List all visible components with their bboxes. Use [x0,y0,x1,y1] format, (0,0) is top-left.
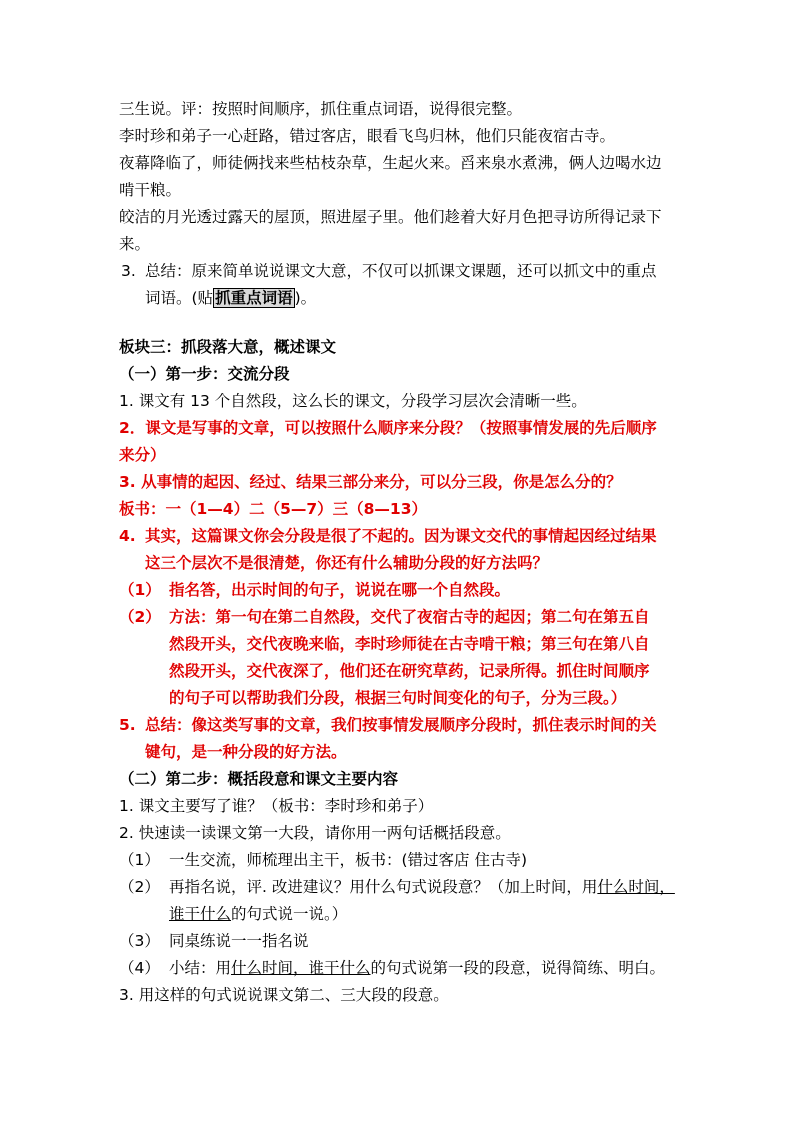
summary-text: 词语。(贴 [145,289,214,307]
text-line: 夜幕降临了，师徒俩找来些枯枝杂草，生起火来。舀来泉水煮沸，俩人边喝水边 [119,154,662,172]
list-item: 键句，是一种分段的好方法。 [145,743,347,761]
sub-item-text: 的句式说第一段的段意，说得简练、明白。 [370,959,666,977]
summary-text: 总结：原来简单说说课文大意，不仅可以抓课文课题，还可以抓文中的重点 [145,262,657,280]
document-page [119,96,689,1009]
sub-item-text: 的句式说一说。） [231,905,348,923]
underlined-text: 什么时间，谁干什么 [231,959,371,977]
summary-line [119,285,689,312]
sub-item [119,577,689,604]
sub-item [119,901,689,928]
item-number: 4. [119,527,136,545]
item-number: （1） [119,851,160,869]
section-title: 板块三：抓段落大意，概述课文 [119,338,337,356]
item-number: （3） [119,932,160,950]
sub-item [119,874,689,901]
list-item: 3. 用这样的句式说说课文第二、三大段的段意。 [119,986,449,1004]
sub-item-text: 再指名说，评. 改进建议？用什么句式说段意？（加上时间，用 [169,878,598,896]
item-number: （4） [119,959,160,977]
list-item: 2. 快速读一读课文第一大段，请你用一两句话概括段意。 [119,824,511,842]
text-line: 皎洁的月光透过露天的屋顶，照进屋子里。他们趁着大好月色把寻访所得记录下 [119,208,662,226]
card-label: 抓重点词语 [215,289,293,307]
list-item-text: 总结：像这类写事的文章，我们按事情发展顺序分段时，抓住表示时间的关 [145,716,657,734]
list-item: 1. 课文有 13 个自然段，这么长的课文，分段学习层次会清晰一些。 [119,392,587,410]
list-item-text: 其实，这篇课文你会分段是很了不起的。因为课文交代的事情起因经过结果 [145,527,657,545]
list-item [119,712,689,739]
list-item [119,523,689,550]
sub-item-text: 小结：用 [169,959,232,977]
item-number: 5. [119,716,136,734]
underlined-text: 谁干什么 [169,905,232,923]
sub-item: 的句子可以帮助我们分段，根据三句时间变化的句子，分为三段。） [169,689,627,707]
summary-line [119,258,689,285]
sub-item-text: 同桌练说一一指名说 [169,932,309,950]
list-item: 这三个层次不是很清楚，你还有什么辅助分段的好方法吗？ [145,554,549,572]
text-line: 李时珍和弟子一心赶路，错过客店，眼看飞鸟归林，他们只能夜宿古寺。 [119,127,616,145]
sub-item [119,955,689,982]
item-number: （2） [119,878,160,896]
step-heading: （二）第二步：概括段意和课文主要内容 [119,770,399,788]
list-item: 来分） [119,446,166,464]
list-item: 3. 从事情的起因、经过、结果三部分来分，可以分三段，你是怎么分的？ [119,473,622,491]
text-line: 三生说。评：按照时间顺序，抓住重点词语，说得很完整。 [119,100,523,118]
sub-item: 然段开头，交代夜深了，他们还在研究草药，记录所得。抓住时间顺序 [169,662,650,680]
item-number: 3. [121,262,136,280]
sub-item-text: 指名答，出示时间的句子，说说在哪一个自然段。 [169,581,511,599]
step-heading: （一）第一步：交流分段 [119,365,290,383]
sub-item [119,847,689,874]
list-item: 2．课文是写事的文章，可以按照什么顺序来分段？（按照事情发展的先后顺序 [119,419,657,437]
text-line: 来。 [119,235,151,253]
board-note: 板书：一（1—4）二（5—7）三（8—13） [119,500,427,518]
item-number: （2） [119,608,161,626]
underlined-text: 什么时间， [597,878,675,896]
sub-item-text: 一生交流，师梳理出主干，板书：(错过客店 住古寺) [169,851,528,869]
list-item: 1. 课文主要写了谁？（板书：李时珍和弟子） [119,797,434,815]
sub-item: 然段开头，交代夜晚来临，李时珍师徒在古寺啃干粮；第三句在第八自 [169,635,650,653]
summary-text: )。 [294,289,317,307]
text-line: 啃干粮。 [119,181,182,199]
sub-item [119,604,689,631]
sub-item [119,928,689,955]
item-number: （1） [119,581,161,599]
sub-item-text: 方法：第一句在第二自然段，交代了夜宿古寺的起因；第二句在第五自 [169,608,650,626]
